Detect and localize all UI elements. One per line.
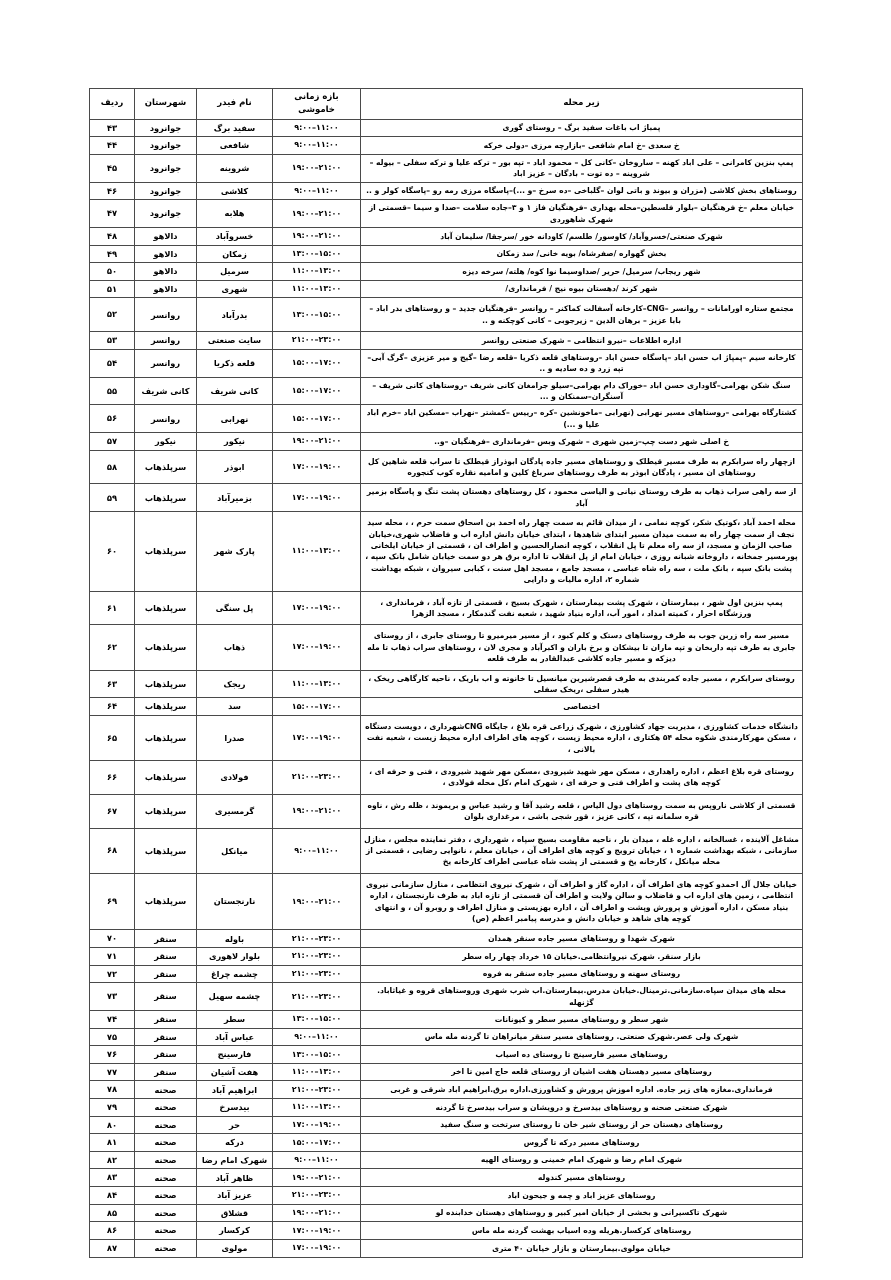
cell-feeder-name: کلاشی	[197, 182, 273, 200]
cell-city: سرپلذهاب	[135, 512, 197, 591]
cell-sub-area: شهرک امام رضا و شهرک امام خمینی و روستای الهیه	[361, 1151, 803, 1169]
table-row	[90, 591, 803, 625]
cell-sub-area: روستاهای مسیر درکه تا گروس	[361, 1134, 803, 1152]
header-row	[90, 89, 803, 120]
cell-time-range: ۱۳:۰۰–۱۵:۰۰	[273, 298, 361, 332]
cell-row-no: ۷۷	[90, 1063, 135, 1081]
cell-feeder-name: صدرا	[197, 715, 273, 760]
cell-time-range: ۱۳:۰۰–۱۵:۰۰	[273, 1011, 361, 1029]
cell-feeder-name: میانکل	[197, 828, 273, 873]
table-row	[90, 948, 803, 966]
cell-sub-area: شهر کرند /دهستان بیوه نیج / فرمانداری/	[361, 280, 803, 298]
cell-time-range: ۱۵:۰۰–۱۷:۰۰	[273, 1134, 361, 1152]
cell-row-no: ۷۶	[90, 1046, 135, 1064]
cell-sub-area: اختصاصی	[361, 698, 803, 716]
cell-time-range: ۲۱:۰۰–۲۳:۰۰	[273, 930, 361, 948]
cell-sub-area: بخش گهواره /صفرشاه/ بویه خانی/ سد زمکان	[361, 245, 803, 263]
cell-feeder-name: گرمسیری	[197, 794, 273, 828]
cell-city: جوانرود	[135, 200, 197, 228]
cell-feeder-name: شروینه	[197, 154, 273, 182]
cell-row-no: ۶۳	[90, 670, 135, 698]
cell-row-no: ۵۲	[90, 298, 135, 332]
cell-feeder-name: بدرآباد	[197, 298, 273, 332]
table-row	[90, 227, 803, 245]
cell-row-no: ۷۸	[90, 1081, 135, 1099]
cell-city: روانسر	[135, 332, 197, 350]
cell-row-no: ۶۶	[90, 761, 135, 795]
outage-schedule-table	[89, 88, 803, 1258]
cell-sub-area: روستاهای عزیز اباد و چمه و جیحون اباد	[361, 1187, 803, 1205]
cell-sub-area: خ سعدی –خ امام شافعی –بازارچه مرزی –دولی خرکه	[361, 137, 803, 155]
table-row	[90, 1081, 803, 1099]
cell-sub-area: شهرک تاکسیرانی و بخشی از خیابان امیر کبیر و روستاهای دهستان خدابنده لو	[361, 1204, 803, 1222]
cell-sub-area: پمپ بنزین اول شهر ، بیمارستان ، شهرک پشت بیمارستان ، شهرک بسیج ، قسمتی از تازه آباد ، فرمانداری ، ورزشگاه احرار ، کمیته امداد ، امور آب، اداره بنیاد شهید ، شعبه نفت گندمکار ، مسجد الزهرا	[361, 591, 803, 625]
table-row	[90, 245, 803, 263]
table-row	[90, 512, 803, 591]
cell-city: صحنه	[135, 1239, 197, 1257]
cell-row-no: ۷۲	[90, 965, 135, 983]
header-sub-area: زیر محله	[361, 89, 803, 120]
cell-time-range: ۱۵:۰۰–۱۷:۰۰	[273, 377, 361, 405]
cell-city: سرپلذهاب	[135, 794, 197, 828]
cell-sub-area: کارخانه سیم –پمپاژ اب حسن اباد –پاسگاه حسن اباد –روستاهای قلعه ذکریا –قلعه رضا –گیج و میر عزیزی –گرگ آبی–تپه زرد و ده سادیه و ..	[361, 349, 803, 377]
cell-row-no: ۷۹	[90, 1099, 135, 1117]
cell-city: سرپلذهاب	[135, 670, 197, 698]
cell-city: صحنه	[135, 1204, 197, 1222]
cell-feeder-name: شافعی	[197, 137, 273, 155]
cell-sub-area: مسیر سه راه زربن جوب به طرف روستاهای دستک و کلم کبود ، از مسیر میرمیرو تا روستای جابری ، از روستای جابری به طرف تپه داربخان و تپه ماران تا بیشکان و برخ باران و اکبرآباد و مجری لان ، روستاهای سراب ذهاب تا مله دیزکه و مسیر جاده کلاشی عبدالقادر به طرف قلعه	[361, 625, 803, 670]
table-row	[90, 1239, 803, 1257]
cell-feeder-name: بلوار لاهوری	[197, 948, 273, 966]
cell-sub-area: شهرک صنعتی صحنه و روستاهای بیدسرخ و درویشان و سراب بیدسرخ تا گردنه	[361, 1099, 803, 1117]
cell-city: نیکور	[135, 433, 197, 451]
table-header	[90, 89, 803, 120]
cell-row-no: ۸۳	[90, 1169, 135, 1187]
cell-time-range: ۱۷:۰۰–۱۹:۰۰	[273, 1116, 361, 1134]
cell-time-range: ۹:۰۰–۱۱:۰۰	[273, 119, 361, 137]
cell-city: روانسر	[135, 298, 197, 332]
cell-row-no: ۵۱	[90, 280, 135, 298]
table-row	[90, 1063, 803, 1081]
cell-city: سرپلذهاب	[135, 828, 197, 873]
cell-row-no: ۴۳	[90, 119, 135, 137]
table-row	[90, 1187, 803, 1205]
cell-city: صحنه	[135, 1116, 197, 1134]
cell-sub-area: دانشگاه خدمات کشاورزی ، مدیریت جهاد کشاورزی ، شهرک زراعی قره بلاغ ، جایگاه CNGشهرداری ، دویست دستگاه ، مسکن مهرکارمندی شکوه محله ۵۴ هکتاری ، اداره محیط زیست ، کوچه های اطراف اداره محیط زیست ، شعبه نفت بالانی ،	[361, 715, 803, 760]
cell-time-range: ۱۹:۰۰–۲۱:۰۰	[273, 227, 361, 245]
cell-row-no: ۵۷	[90, 433, 135, 451]
table-row	[90, 1116, 803, 1134]
cell-feeder-name: فولادی	[197, 761, 273, 795]
cell-row-no: ۶۱	[90, 591, 135, 625]
table-row	[90, 119, 803, 137]
cell-row-no: ۸۰	[90, 1116, 135, 1134]
cell-feeder-name: هلابه	[197, 200, 273, 228]
table-row	[90, 1046, 803, 1064]
cell-city: سرپلذهاب	[135, 591, 197, 625]
cell-sub-area: روستاهای کرکسار.هریله وده اسیاب بهشت گردنه مله ماس	[361, 1222, 803, 1240]
cell-sub-area: شهر سطر و روستاهای مسیر سطر و کیونانات	[361, 1011, 803, 1029]
table-row	[90, 154, 803, 182]
cell-city: سنقر	[135, 1011, 197, 1029]
table-row	[90, 698, 803, 716]
cell-city: سنقر	[135, 948, 197, 966]
cell-row-no: ۶۷	[90, 794, 135, 828]
cell-time-range: ۱۳:۰۰–۱۵:۰۰	[273, 245, 361, 263]
cell-city: روانسر	[135, 349, 197, 377]
cell-sub-area: از سه راهی سراب ذهاب به طرف روستای نیانی و الیاسی محمود ، کل روستاهای دهستان پشت تنگ و پاسگاه بزمیر آباد	[361, 484, 803, 512]
cell-sub-area: اداره اطلاعات –نیرو انتظامی – شهرک صنعتی روانسر	[361, 332, 803, 350]
cell-row-no: ۶۲	[90, 625, 135, 670]
table-row	[90, 1134, 803, 1152]
cell-time-range: ۲۱:۰۰–۲۳:۰۰	[273, 1081, 361, 1099]
table-row	[90, 137, 803, 155]
table-row	[90, 715, 803, 760]
cell-sub-area: سنگ شکن بهرامی–گاوداری حسن اباد –خوراک دام بهرامی–سیلو جرامغان کانی شریف –روستاهای کانی شریف –آسنگران–سمنکان و ...	[361, 377, 803, 405]
cell-time-range: ۱۹:۰۰–۲۱:۰۰	[273, 1204, 361, 1222]
table-row	[90, 1151, 803, 1169]
cell-sub-area: روستای سهنه و روستاهای مسیر جاده سنقر به فروه	[361, 965, 803, 983]
cell-feeder-name: ابراهیم آباد	[197, 1081, 273, 1099]
cell-time-range: ۱۱:۰۰–۱۳:۰۰	[273, 1063, 361, 1081]
cell-time-range: ۱۱:۰۰–۱۳:۰۰	[273, 280, 361, 298]
cell-time-range: ۱۹:۰۰–۲۱:۰۰	[273, 1169, 361, 1187]
cell-sub-area: کشتارگاه بهرامی –روستاهای مسیر نهرابی (نهرابی –ماخونشین –کره –رییس –کمشتر –نهراب –مسکین اباد –خرم اباد علیا و ...)	[361, 405, 803, 433]
cell-feeder-name: بزمیرآباد	[197, 484, 273, 512]
cell-feeder-name: ذهاب	[197, 625, 273, 670]
cell-feeder-name: نارنجستان	[197, 873, 273, 930]
table-row	[90, 182, 803, 200]
cell-city: سنقر	[135, 1028, 197, 1046]
cell-feeder-name: چشمه چراغ	[197, 965, 273, 983]
cell-city: سنقر	[135, 1063, 197, 1081]
table-row	[90, 761, 803, 795]
cell-feeder-name: چشمه سهیل	[197, 983, 273, 1011]
table-row	[90, 298, 803, 332]
cell-city: سرپلذهاب	[135, 450, 197, 484]
cell-row-no: ۴۸	[90, 227, 135, 245]
cell-row-no: ۷۱	[90, 948, 135, 966]
cell-time-range: ۱۷:۰۰–۱۹:۰۰	[273, 591, 361, 625]
cell-row-no: ۷۴	[90, 1011, 135, 1029]
cell-sub-area: پمباژ اب باغات سفید برگ – روستای گوری	[361, 119, 803, 137]
cell-feeder-name: شهرک امام رضا	[197, 1151, 273, 1169]
cell-time-range: ۱۳:۰۰–۱۵:۰۰	[273, 1046, 361, 1064]
table-row	[90, 405, 803, 433]
cell-sub-area: روستاهای مسیر کندوله	[361, 1169, 803, 1187]
cell-row-no: ۵۳	[90, 332, 135, 350]
cell-sub-area: مجتمع ستاره اورامانات – روانسر –CNG–کارخانه آسفالت کماکنر – روانسر –فرهنگیان جدید – و روستاهای بدر اباد –بابا عزیز – برهان الدین – زیرجوبی – کانی کوچکنه و ..	[361, 298, 803, 332]
table-row	[90, 450, 803, 484]
cell-sub-area: بازار سنقر. شهرک نیروانتظامی.خیابان ۱۵ خرداد چهار راه سطر	[361, 948, 803, 966]
table-row	[90, 280, 803, 298]
cell-sub-area: شهرک صنعتی/خسروآباد/ کاوسور/ طلسم/ کاودانه خور /سرجقا/ سلیمان آباد	[361, 227, 803, 245]
cell-time-range: ۱۷:۰۰–۱۹:۰۰	[273, 715, 361, 760]
table-row	[90, 1222, 803, 1240]
table-row	[90, 930, 803, 948]
cell-time-range: ۹:۰۰–۱۱:۰۰	[273, 828, 361, 873]
cell-feeder-name: عباس آباد	[197, 1028, 273, 1046]
cell-time-range: ۱۵:۰۰–۱۷:۰۰	[273, 405, 361, 433]
cell-time-range: ۱۵:۰۰–۱۷:۰۰	[273, 349, 361, 377]
cell-time-range: ۹:۰۰–۱۱:۰۰	[273, 182, 361, 200]
table-row	[90, 1028, 803, 1046]
cell-time-range: ۱۹:۰۰–۲۱:۰۰	[273, 794, 361, 828]
cell-sub-area: خیابان معلم –خ فرهنگیان –بلوار فلسطین–محله بهداری –فرهنگیان فاز ۱ و ۳–جاده سلامت –صدا و سیما –قسمتی از شهرک شاهوردی	[361, 200, 803, 228]
header-time-range: بازه زمانی خاموشی	[273, 89, 361, 120]
cell-city: دالاهو	[135, 280, 197, 298]
cell-row-no: ۵۰	[90, 263, 135, 281]
cell-feeder-name: کرکسار	[197, 1222, 273, 1240]
cell-city: سرپلذهاب	[135, 715, 197, 760]
cell-feeder-name: زمکان	[197, 245, 273, 263]
cell-row-no: ۴۴	[90, 137, 135, 155]
cell-time-range: ۱۷:۰۰–۱۹:۰۰	[273, 1239, 361, 1257]
table-row	[90, 625, 803, 670]
cell-row-no: ۵۵	[90, 377, 135, 405]
cell-city: کانی شریف	[135, 377, 197, 405]
cell-feeder-name: عزیز آباد	[197, 1187, 273, 1205]
cell-feeder-name: سطر	[197, 1011, 273, 1029]
cell-row-no: ۸۴	[90, 1187, 135, 1205]
cell-sub-area: قسمتی از کلاشی ناروپس به سمت روستاهای دول الیاس ، قلعه رشید آقا و رشید عباس و بریموند ، ظله رش ، ناوه قره سلمانه تپه ، کانی عزیز ، قور شجی باشی ، مرغداری بلوان	[361, 794, 803, 828]
cell-city: صحنه	[135, 1169, 197, 1187]
cell-city: روانسر	[135, 405, 197, 433]
cell-city: جوانرود	[135, 137, 197, 155]
cell-city: سرپلذهاب	[135, 698, 197, 716]
cell-time-range: ۱۱:۰۰–۱۳:۰۰	[273, 512, 361, 591]
cell-feeder-name: حر	[197, 1116, 273, 1134]
cell-time-range: ۲۱:۰۰–۲۳:۰۰	[273, 965, 361, 983]
header-feeder-name: نام فیدر	[197, 89, 273, 120]
cell-sub-area: روستاهای مسیر فارسینج تا روستای ده اسیاب	[361, 1046, 803, 1064]
table-row	[90, 983, 803, 1011]
table-row	[90, 433, 803, 451]
cell-row-no: ۶۰	[90, 512, 135, 591]
table-row	[90, 484, 803, 512]
table-row	[90, 200, 803, 228]
header-city: شهرستان	[135, 89, 197, 120]
cell-sub-area: محله های میدان سپاه.سازمانی.ترمینال.خیابان مدرس.بیمارستان.اب شرب شهری وروستاهای قروه و غیاثاباد. گژنهله	[361, 983, 803, 1011]
cell-feeder-name: قشلاق	[197, 1204, 273, 1222]
cell-feeder-name: ابوذر	[197, 450, 273, 484]
table-row	[90, 1099, 803, 1117]
table-row	[90, 828, 803, 873]
cell-sub-area: روستاهای بخش کلاشی (مزران و بیوند و باتی لوان –گلباخی –ده سرخ –و ...)–پاسگاه مرزی رمه رو –پاسگاه کولر و ..	[361, 182, 803, 200]
table-row	[90, 670, 803, 698]
cell-sub-area: خیابان مولوی.بیمارستان و بازار خیابان ۴۰ متری	[361, 1239, 803, 1257]
cell-city: دالاهو	[135, 263, 197, 281]
cell-row-no: ۸۲	[90, 1151, 135, 1169]
cell-sub-area: روستای سرابکرم ، مسیر جاده کمربندی به طرف قصرشیرین میانسیل تا خانوته و اب باریک ، ناحیه کارگاهی ریخک ، هیدر سفلی ،ریخک سفلی	[361, 670, 803, 698]
cell-city: سرپلذهاب	[135, 484, 197, 512]
cell-city: سنقر	[135, 1046, 197, 1064]
cell-row-no: ۶۵	[90, 715, 135, 760]
cell-city: سنقر	[135, 965, 197, 983]
cell-city: دالاهو	[135, 245, 197, 263]
cell-row-no: ۸۷	[90, 1239, 135, 1257]
table-row	[90, 1204, 803, 1222]
table-row	[90, 794, 803, 828]
cell-row-no: ۸۵	[90, 1204, 135, 1222]
cell-feeder-name: پارک شهر	[197, 512, 273, 591]
cell-sub-area: روستای قره بلاغ اعظم ، اداره راهداری ، مسکن مهر شهید شیرودی ،مسکن مهر شهید شیرودی ، فنی و حرفه ای ، کوچه های پشت و اطراف فنی و حرفه ای ، شهرک امام ،کل محله فولادی ،	[361, 761, 803, 795]
cell-row-no: ۸۱	[90, 1134, 135, 1152]
cell-sub-area: روستاهای مسیر دهستان هفت اشیان از روستای قلعه حاج امین تا اخر	[361, 1063, 803, 1081]
cell-row-no: ۶۹	[90, 873, 135, 930]
cell-city: سنقر	[135, 930, 197, 948]
table-row	[90, 377, 803, 405]
cell-city: سرپلذهاب	[135, 761, 197, 795]
cell-time-range: ۱۷:۰۰–۱۹:۰۰	[273, 484, 361, 512]
cell-sub-area: شهرک ولی عصر.شهرک صنعتی. روستاهای مسیر سنقر میانراهان تا گردنه مله ماس	[361, 1028, 803, 1046]
cell-feeder-name: مولوی	[197, 1239, 273, 1257]
cell-time-range: ۹:۰۰–۱۱:۰۰	[273, 1028, 361, 1046]
cell-feeder-name: نیکور	[197, 433, 273, 451]
cell-city: سرپلذهاب	[135, 873, 197, 930]
cell-city: جوانرود	[135, 154, 197, 182]
cell-feeder-name: سفید برگ	[197, 119, 273, 137]
cell-feeder-name: درکه	[197, 1134, 273, 1152]
cell-sub-area: خ اصلی شهر دست چپ–زمین شهری – شهرک وبس –فرمانداری –فرهنگیان –و..	[361, 433, 803, 451]
cell-sub-area: فرمانداری.مغازه های زیر جاده. اداره اموزش پرورش و کشاورزی.اداره برق.ابراهیم اباد شرقی و غربی	[361, 1081, 803, 1099]
cell-feeder-name: سایت صنعتی	[197, 332, 273, 350]
cell-feeder-name: شهری	[197, 280, 273, 298]
cell-sub-area: محله احمد آباد ،کوتیک شکر، کوچه نمامی ، از میدان قائم به سمت چهار راه احمد بن اسحاق سمت حرم ، ، محله سید نجف از سمت چهار راه به سمت میدان مسیر ابتدای شاهدها ، ابتدای خیابان دانش اداره اب و فاضلاب شهری،خیابان صاحب الزمان و مسجد، از سه راه معلم تا پل انقلاب ، کوچه انصارالحسین و اطراف ان ، قسمتی از خیابان ایلخانی پورمسیر جمخانه ، داروخانه شبانه روزی ، خیابان امام از پل انقلاب تا اداره برق هر دو سمت خیابان شامل بانک سپه ، پشت بانک سپه ، بانک ملت ، سه راه شاه عباسی ، مسجد جامع ، مسجد اهل سنت ، کبابی سیروان ، شبکه بهداشت شماره ۲، اداره مالیات و دارایی	[361, 512, 803, 591]
cell-feeder-name: ظاهر آباد	[197, 1169, 273, 1187]
table-row	[90, 873, 803, 930]
cell-city: صحنه	[135, 1134, 197, 1152]
cell-row-no: ۵۶	[90, 405, 135, 433]
table-body	[90, 119, 803, 1257]
cell-time-range: ۱۷:۰۰–۱۹:۰۰	[273, 1222, 361, 1240]
cell-row-no: ۴۵	[90, 154, 135, 182]
cell-feeder-name: خسروآباد	[197, 227, 273, 245]
cell-feeder-name: پل سنگی	[197, 591, 273, 625]
cell-feeder-name: قلعه ذکریا	[197, 349, 273, 377]
table-row	[90, 349, 803, 377]
cell-city: صحنه	[135, 1151, 197, 1169]
cell-sub-area: شهرک شهدا و روستاهای مسیر جاده سنقر همدان	[361, 930, 803, 948]
cell-feeder-name: سرمیل	[197, 263, 273, 281]
cell-row-no: ۴۶	[90, 182, 135, 200]
cell-row-no: ۵۴	[90, 349, 135, 377]
cell-city: سنقر	[135, 983, 197, 1011]
cell-city: صحنه	[135, 1099, 197, 1117]
cell-city: صحنه	[135, 1222, 197, 1240]
cell-time-range: ۹:۰۰–۱۱:۰۰	[273, 1151, 361, 1169]
cell-time-range: ۲۱:۰۰–۲۳:۰۰	[273, 983, 361, 1011]
cell-sub-area: پمپ بنزین کامرانی – علی اباد کهنه – ساروخان –کانی کل – محمود اباد – تپه بور – ترکه علیا و ترکه سفلی – بیوله – شروینه – ده توت – بادگان – عزیز اباد	[361, 154, 803, 182]
cell-row-no: ۷۳	[90, 983, 135, 1011]
cell-time-range: ۲۱:۰۰–۲۳:۰۰	[273, 948, 361, 966]
table-row	[90, 263, 803, 281]
cell-feeder-name: نهرابی	[197, 405, 273, 433]
cell-row-no: ۷۰	[90, 930, 135, 948]
cell-city: جوانرود	[135, 119, 197, 137]
cell-time-range: ۲۱:۰۰–۲۳:۰۰	[273, 332, 361, 350]
cell-time-range: ۹:۰۰–۱۱:۰۰	[273, 137, 361, 155]
cell-city: صحنه	[135, 1081, 197, 1099]
table-row	[90, 332, 803, 350]
cell-sub-area: ازچهار راه سرابکرم به طرف مسیر قیطلک و روستاهای مسیر جاده پادگان ابوذراز قیطلک تا سراب قلعه شاهین کل روستاهای ان مسیر ، پادگان ابوذر به طرف روستاهای سرباغ کلین و امامیه نقاره کوب کنجوره	[361, 450, 803, 484]
cell-row-no: ۵۸	[90, 450, 135, 484]
header-row-no: ردیف	[90, 89, 135, 120]
cell-time-range: ۱۹:۰۰–۲۱:۰۰	[273, 433, 361, 451]
table-row	[90, 1011, 803, 1029]
cell-sub-area: شهر ریجاب/ سرمیل/ حریر /صداوسیما نوا کوه/ هلته/ سرخه دیزه	[361, 263, 803, 281]
cell-time-range: ۱۷:۰۰–۱۹:۰۰	[273, 450, 361, 484]
cell-city: دالاهو	[135, 227, 197, 245]
cell-feeder-name: کانی شریف	[197, 377, 273, 405]
cell-time-range: ۲۱:۰۰–۲۳:۰۰	[273, 761, 361, 795]
cell-row-no: ۴۷	[90, 200, 135, 228]
cell-row-no: ۶۴	[90, 698, 135, 716]
cell-row-no: ۶۸	[90, 828, 135, 873]
table-row	[90, 965, 803, 983]
cell-row-no: ۸۶	[90, 1222, 135, 1240]
cell-feeder-name: باوله	[197, 930, 273, 948]
table-row	[90, 1169, 803, 1187]
cell-sub-area: خیابان جلال آل احمدو کوچه های اطراف آن ، اداره گاز و اطراف آن ، شهرک نیروی انتظامی ، منازل سازمانی نیروی انتظامی ، زمین های اداره اب و فاضلاب و سالن ولایت و اطراف آن قسمتی از تازه اباد به طرف نارنجستان ، اداره بنیاد مسکن ، اداره آموزش و پرورش وپشت و اطراف آن ، اداره بهزیستی و منازل اطراف و روبرو آن ، و انتهای کوچه های شاهد و خیابان دانش و مدرسه پیامبر اعظم (ص)	[361, 873, 803, 930]
cell-row-no: ۵۹	[90, 484, 135, 512]
cell-feeder-name: سد	[197, 698, 273, 716]
cell-feeder-name: ریجک	[197, 670, 273, 698]
cell-time-range: ۱۱:۰۰–۱۳:۰۰	[273, 670, 361, 698]
cell-row-no: ۷۵	[90, 1028, 135, 1046]
cell-sub-area: مشاغل آلاینده ، غسالخانه ، اداره غله ، میدان بار ، ناحیه مقاومت بسیج سپاه ، شهرداری ، دفتر نماینده مجلس ، منازل سازمانی ، شبکه بهداشت شماره ۱ ، خیابان ترویج و کوچه های اطراف آن ، خیابان معلم ، نانوایی رضایی ، قسمتی از محله میانکل ، کارخانه یخ و قسمتی از پشت شاه عباسی اطراف کارخانه یخ	[361, 828, 803, 873]
cell-time-range: ۱۵:۰۰–۱۷:۰۰	[273, 698, 361, 716]
cell-time-range: ۲۱:۰۰–۲۳:۰۰	[273, 1187, 361, 1205]
cell-city: جوانرود	[135, 182, 197, 200]
cell-city: سرپلذهاب	[135, 625, 197, 670]
cell-feeder-name: بیدسرخ	[197, 1099, 273, 1117]
cell-row-no: ۴۹	[90, 245, 135, 263]
cell-sub-area: روستاهای دهستان حر از روستای شیر خان تا روستای سرتخت و سنگ سفید	[361, 1116, 803, 1134]
cell-time-range: ۱۹:۰۰–۲۱:۰۰	[273, 873, 361, 930]
cell-feeder-name: هفت آشیان	[197, 1063, 273, 1081]
cell-time-range: ۱۹:۰۰–۲۱:۰۰	[273, 200, 361, 228]
cell-city: صحنه	[135, 1187, 197, 1205]
cell-time-range: ۱۷:۰۰–۱۹:۰۰	[273, 625, 361, 670]
cell-time-range: ۱۱:۰۰–۱۳:۰۰	[273, 263, 361, 281]
cell-time-range: ۱۹:۰۰–۲۱:۰۰	[273, 154, 361, 182]
cell-feeder-name: فارسینج	[197, 1046, 273, 1064]
cell-time-range: ۱۱:۰۰–۱۳:۰۰	[273, 1099, 361, 1117]
